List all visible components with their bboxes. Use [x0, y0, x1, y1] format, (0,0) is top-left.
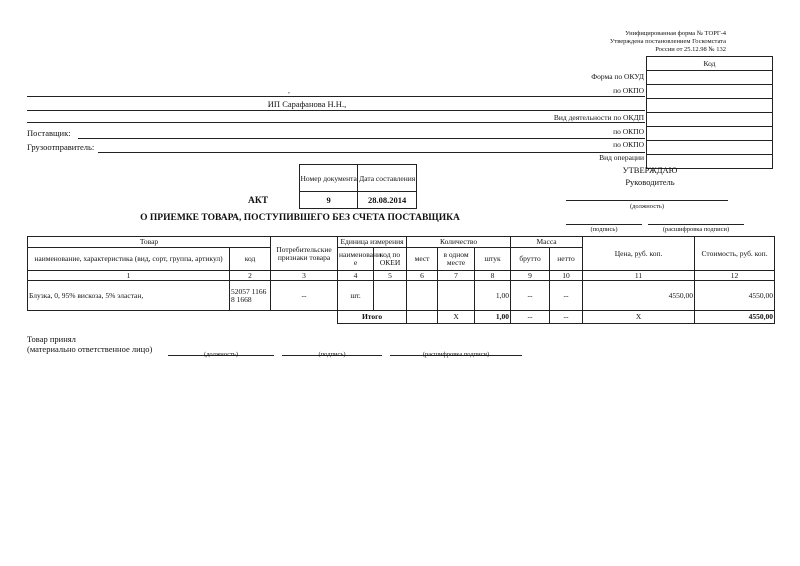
footer-decoding-caption: (расшифровка подписи) [422, 351, 490, 358]
approve-position-caption: (должность) [629, 203, 665, 210]
cell-gross: -- [511, 281, 550, 311]
th-goods: Товар [28, 237, 271, 248]
cell-okei [374, 281, 407, 311]
col-number: 9 [511, 271, 550, 281]
footer-position-caption: (должность) [203, 351, 239, 358]
col-number: 8 [475, 271, 511, 281]
shipper-line [98, 152, 645, 153]
code-label-okpo-2: по ОКПО [613, 127, 644, 136]
th-places: мест [407, 248, 438, 271]
supplier-line [78, 138, 645, 139]
total-price: X [583, 311, 695, 324]
doc-number-header: Номер документа [300, 165, 358, 192]
th-mass: Масса [511, 237, 583, 248]
th-okei: код по ОКЕИ [374, 248, 407, 271]
footer-person: (материально ответственное лицо) [27, 344, 153, 354]
code-cell-okdp [647, 113, 773, 127]
th-cost: Стоимость, руб. коп. [695, 237, 775, 271]
cell-in-one [438, 281, 475, 311]
col-number: 2 [230, 271, 271, 281]
supplier-label: Поставщик: [27, 128, 71, 138]
codes-header: Код [647, 57, 773, 71]
th-code: код [230, 248, 271, 271]
cell-price: 4550,00 [583, 281, 695, 311]
code-cell-okpo-1 [647, 85, 773, 99]
th-gross: брутто [511, 248, 550, 271]
footer-signature-caption: (подпись) [318, 351, 346, 358]
codes-table [646, 56, 773, 169]
cell-name: Блузка, 0, 95% вискоза, 5% эластан, [28, 281, 230, 311]
cell-pcs: 1,00 [475, 281, 511, 311]
total-in-one: X [438, 311, 475, 324]
doc-number: 9 [300, 192, 358, 209]
col-number: 4 [338, 271, 374, 281]
th-consumer: Потребительские признаки товара [271, 237, 338, 271]
cell-unit: шт. [338, 281, 374, 311]
th-price: Цена, руб. коп. [583, 237, 695, 271]
doc-number-date-table [299, 164, 417, 209]
col-number: 12 [695, 271, 775, 281]
col-number: 11 [583, 271, 695, 281]
col-number: 5 [374, 271, 407, 281]
cell-net: -- [550, 281, 583, 311]
cell-places [407, 281, 438, 311]
col-number: 6 [407, 271, 438, 281]
th-goods-name: наименование, характеристика (вид, сорт, группа, артикул) [28, 248, 230, 271]
approve-position-line [566, 200, 728, 201]
code-label-okud: Форма по ОКУД [591, 72, 644, 81]
code-cell-okud [647, 71, 773, 85]
th-qty: Количество [407, 237, 511, 248]
form-header-line3: России от 25.12.98 № 132 [655, 46, 726, 53]
approve-title: УТВЕРЖДАЮ [622, 165, 678, 175]
doc-date-header: Дата составления [358, 165, 417, 192]
doc-title: О ПРИЕМКЕ ТОВАРА, ПОСТУПИВШЕГО БЕЗ СЧЕТА ПОСТАВЩИКА [140, 213, 460, 223]
approve-signature-line [566, 224, 642, 225]
total-label: Итого [338, 311, 407, 324]
org-line-3 [27, 122, 645, 123]
org-comma: , [288, 86, 290, 95]
th-net: нетто [550, 248, 583, 271]
form-header-line1: Унифицированная форма № ТОРГ-4 [625, 30, 726, 37]
table-row [28, 281, 775, 311]
col-number: 7 [438, 271, 475, 281]
goods-table [27, 236, 775, 324]
total-row [28, 311, 775, 324]
code-label-operation: Вид операции [599, 153, 644, 162]
total-net: -- [550, 311, 583, 324]
act-label: АКТ [248, 196, 269, 206]
approve-decoding-line [648, 224, 744, 225]
th-pcs: штук [475, 248, 511, 271]
code-cell-empty [647, 99, 773, 113]
code-cell-okpo-2 [647, 127, 773, 141]
form-header-line2: Утверждена постановлением Госкомстата [609, 38, 726, 45]
code-label-okdp: Вид деятельности по ОКДП [553, 113, 644, 122]
th-unit: Единица измерения [338, 237, 407, 248]
col-number: 10 [550, 271, 583, 281]
cell-code: 52057 11668 1668 [230, 281, 271, 311]
footer-accepted: Товар принял [27, 334, 76, 344]
org-name: ИП Сарафанова Н.Н., [267, 99, 347, 109]
total-pcs: 1,00 [475, 311, 511, 324]
col-number: 3 [271, 271, 338, 281]
cell-cost: 4550,00 [695, 281, 775, 311]
total-cost: 4550,00 [695, 311, 775, 324]
approve-decoding-caption: (расшифровка подписи) [662, 226, 730, 233]
org-line-name [27, 110, 645, 111]
doc-date: 28.08.2014 [358, 192, 417, 209]
code-cell-okpo-3 [647, 141, 773, 155]
approve-signature-caption: (подпись) [590, 226, 618, 233]
shipper-label: Грузоотправитель: [27, 142, 95, 152]
col-number: 1 [28, 271, 230, 281]
th-in-one: в одном месте [438, 248, 475, 271]
th-unit-name: наименовани е [338, 248, 374, 271]
total-gross: -- [511, 311, 550, 324]
cell-consumer: -- [271, 281, 338, 311]
code-label-okpo-3: по ОКПО [613, 140, 644, 149]
code-label-okpo-1: по ОКПО [613, 86, 644, 95]
approve-head: Руководитель [625, 177, 675, 187]
org-line-top [27, 96, 645, 97]
